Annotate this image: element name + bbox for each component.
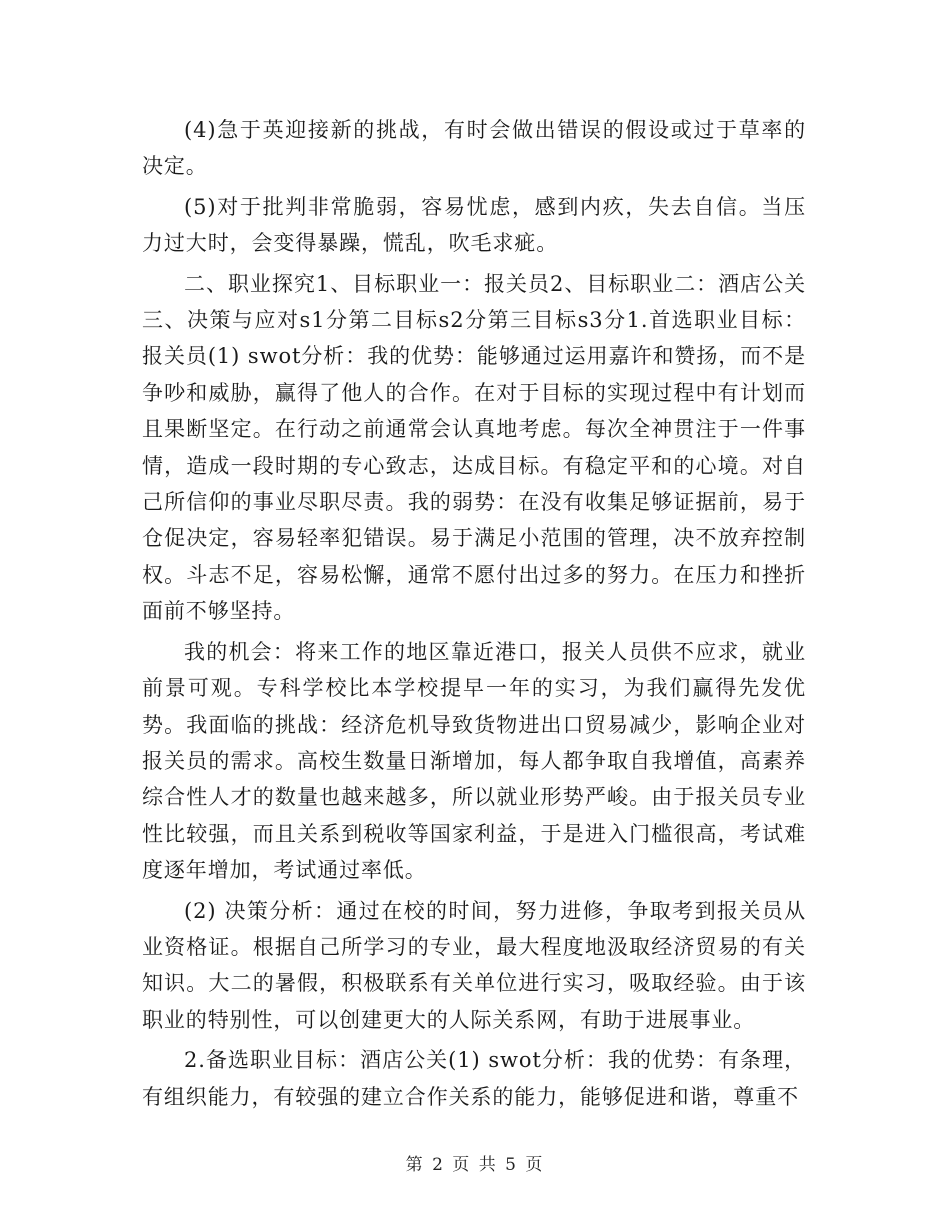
paragraph-5: (2) 决策分析：通过在校的时间，努力进修，争取考到报关员从业资格证。根据自己所学习的专业，最大程度地汲取经济贸易的有关知识。大二的暑假，积极联系有关单位进行实习，吸取经验。由于该职业的特别性，可以创建更大的人际关系网，有助于进展事业。 <box>142 898 806 1032</box>
paragraph-6: 2.备选职业目标：酒店公关(1) swot分析：我的优势：有条理，有组织能力，有较强的建立合作关系的能力，能够促进和谐，尊重不 <box>142 1048 806 1109</box>
document-body <box>142 112 806 1119</box>
page-number-footer: 第 2 页 共 5 页 <box>405 1155 545 1175</box>
paragraph-2: (5)对于批判非常脆弱，容易忧虑，感到内疚，失去自信。当压力过大时，会变得暴躁，慌乱，吹毛求疵。 <box>142 194 806 256</box>
paragraph-3: 二、职业探究1、目标职业一：报关员2、目标职业二：酒店公关三、决策与应对s1分第二目标s2分第三目标s3分1.首选职业目标：报关员(1) swot分析：我的优势：能够通过运用嘉许和赞扬，而不是争吵和威胁，赢得了他人的合作。在对于目标的实现过程中有计划而且果断坚定。在行动之前通常会认真地考虑。每次全神贯注于一件事情，造成一段时期的专心致志，达成目标。有稳定平和的心境。对自己所信仰的事业尽职尽责。我的弱势：在没有收集足够证据前，易于仓促决定，容易轻率犯错误。易于满足小范围的管理，决不放弃控制权。斗志不足，容易松懈，通常不愿付出过多的努力。在压力和挫折面前不够坚持。 <box>142 271 806 624</box>
paragraph-4: 我的机会：将来工作的地区靠近港口，报关人员供不应求，就业前景可观。专科学校比本学校提早一年的实习，为我们赢得先发优势。我面临的挑战：经济危机导致货物进出口贸易减少，影响企业对报关员的需求。高校生数量日渐增加，每人都争取自我增值，高素养综合性人才的数量也越来越多，所以就业形势严峻。由于报关员专业性比较强，而且关系到税收等国家利益，于是进入门槛很高，考试难度逐年增加，考试通过率低。 <box>142 639 806 883</box>
paragraph-1: (4)急于英迎接新的挑战，有时会做出错误的假设或过于草率的决定。 <box>142 118 806 179</box>
